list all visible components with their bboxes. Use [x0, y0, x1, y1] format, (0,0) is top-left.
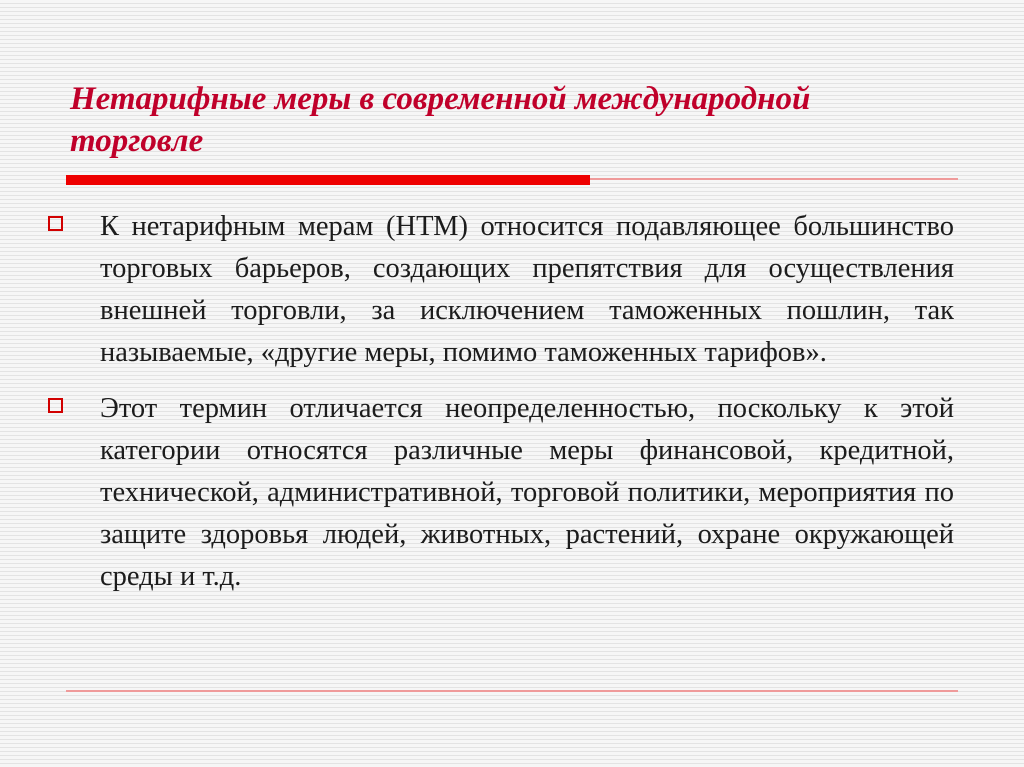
slide-title: Нетарифные меры в современной международной торговле — [70, 81, 811, 159]
hollow-square-icon — [48, 216, 63, 231]
bullet-item — [44, 206, 954, 374]
title-accent-bar — [66, 175, 590, 185]
footer-divider-line — [66, 690, 958, 692]
bullet-list — [44, 206, 954, 612]
hollow-square-icon — [48, 398, 63, 413]
bullet-text: К нетарифным мерам (НТМ) относится подавляющее большинство торговых барьеров, создающих препятствия для осуществления внешней торговли, за исключением таможенных пошлин, так называемые, «другие меры, помимо таможенных тарифов». — [100, 211, 954, 368]
bullet-text: Этот термин отличается неопределенностью, поскольку к этой категории относятся различные меры финансовой, кредитной, технической, административной, торговой политики, мероприятия по защите здоровья людей, животных, растений, охране окружающей среды и т.д. — [100, 393, 954, 592]
title-divider-line — [590, 178, 958, 180]
bullet-item — [44, 388, 954, 598]
